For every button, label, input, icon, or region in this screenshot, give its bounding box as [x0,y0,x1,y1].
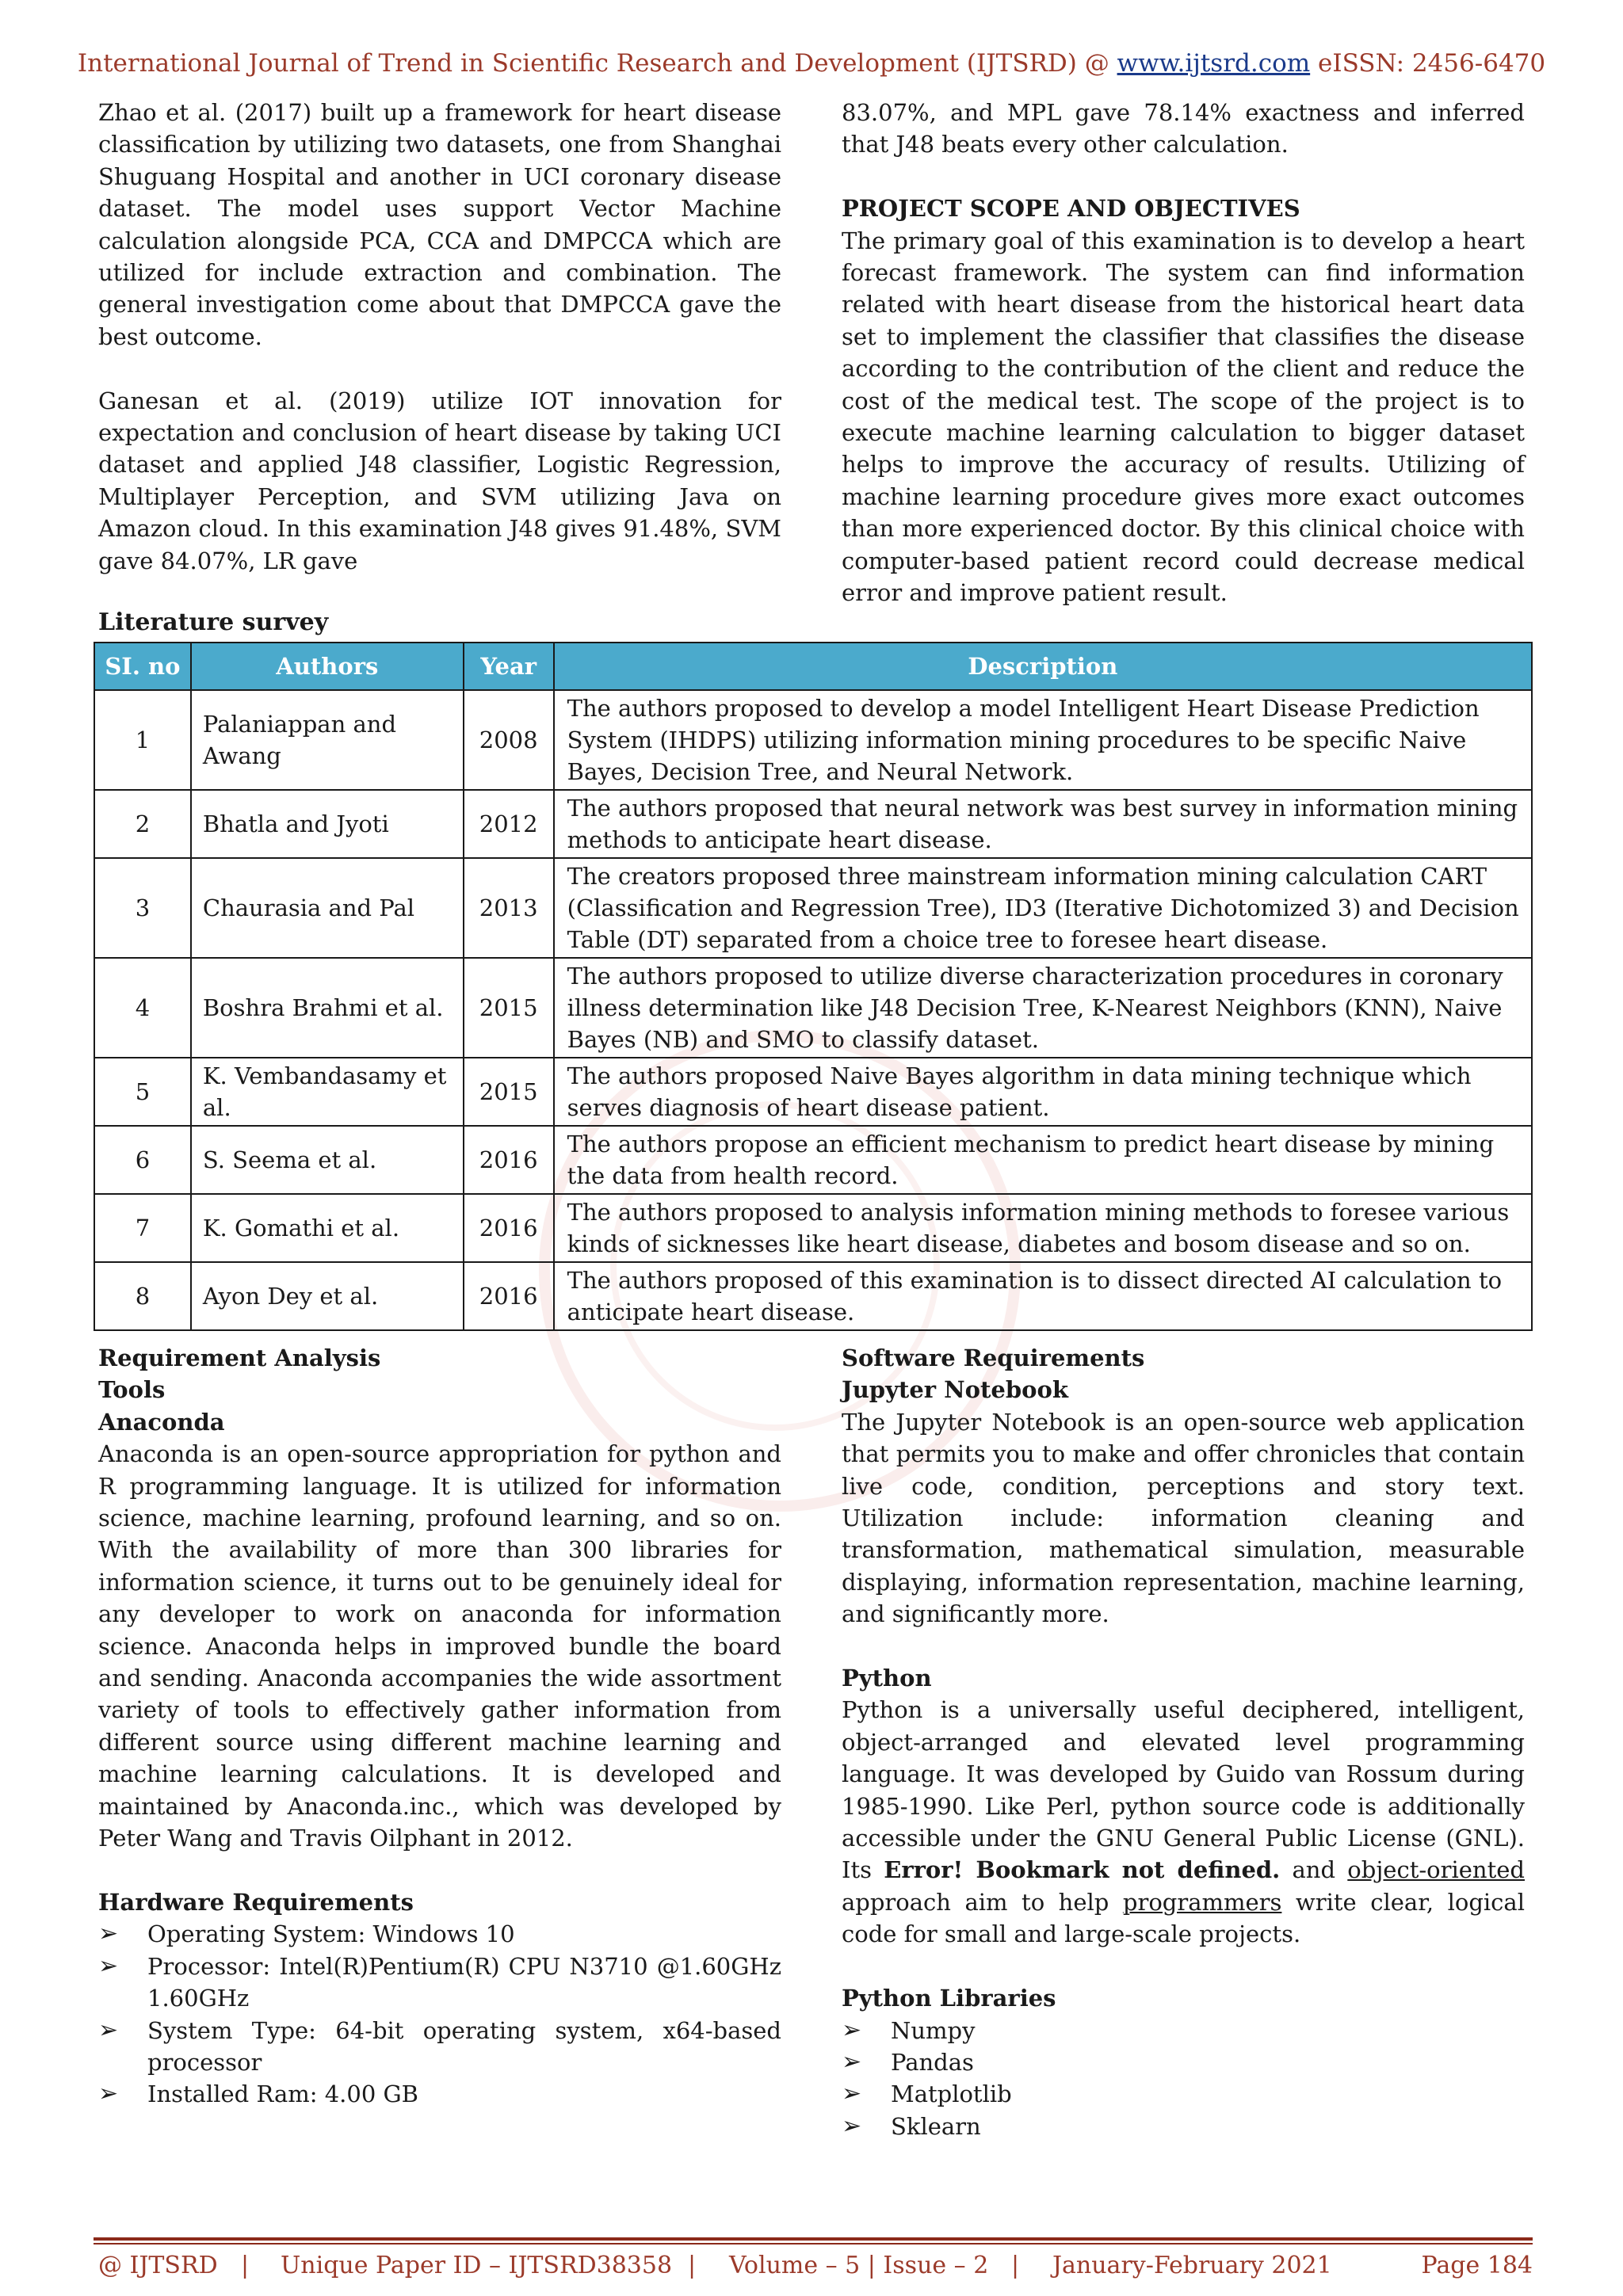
cell-si-no: 2 [94,790,191,858]
cell-si-no: 4 [94,958,191,1058]
table-row [94,1262,1532,1330]
cell-year: 2016 [464,1262,554,1330]
header-suffix: eISSN: 2456-6470 [1310,49,1546,78]
cell-si-no: 7 [94,1194,191,1262]
cell-authors: K. Gomathi et al. [191,1194,464,1262]
left-column-top [98,97,781,577]
table-row [94,958,1532,1058]
cell-year: 2008 [464,690,554,790]
anaconda-heading: Anaconda [98,1408,225,1436]
software-requirements-heading: Software Requirements [842,1344,1145,1371]
right-column-top [842,97,1525,608]
footer-copyright: @ IJTSRD [98,2252,218,2279]
zhao-paragraph: Zhao et al. (2017) built up a framework for heart disease classification by utilizing two datasets, one from Shanghai Shuguang Hospital and another in UCI coronary disease dataset. The model uses support Vector Machine calculation alongside PCA, CCA and DMPCCA which are utilized for include extraction and combination. The general investigation come about that DMPCCA gave the best outcome. [98,99,781,350]
cell-description: The authors proposed that neural network was best survey in information mining methods to anticipate heart disease. [554,790,1532,858]
cell-si-no: 8 [94,1262,191,1330]
python-heading: Python [842,1665,932,1692]
cell-si-no: 3 [94,858,191,958]
header-prefix: International Journal of Trend in Scientific Research and Development (IJTSRD) @ [77,49,1117,78]
anaconda-paragraph: Anaconda is an open-source appropriation for python and R programming language. It is utilized for information science, machine learning, profound learning, and so on. With the availability of more than 300 libraries for information science, it turns out to be genuinely ideal for any developer to work on anaconda for information science. Anaconda helps in improved bundle the board and sending. Anaconda accompanies the wide assortment variety of tools to effectively gather information from different source using different machine learning and machine learning calculations. It is developed and maintained by Anaconda.inc., which was developed by Peter Wang and Travis Oilphant in 2012. [98,1440,781,1852]
right-column-bottom [842,1342,1525,2142]
list-item: ➢ Sklearn [842,2111,1525,2142]
hardware-list [98,1918,781,2110]
cell-year: 2015 [464,1058,554,1126]
left-column-bottom [98,1342,781,2111]
footer-page-number: Page 184 [1421,2252,1533,2279]
tools-heading: Tools [98,1376,166,1404]
python-paragraph [842,1694,1525,1950]
list-item: ➢ Processor: Intel(R)Pentium(R) CPU N3710 @1.60GHz 1.60GHz [98,1951,781,2015]
survey-title: Literature survey [98,608,329,636]
python-text-1: Python is a universally useful deciphered, intelligent, object-arranged and elevated level programming language. It was developed by Guido van Rossum during 1985-1990. Like Perl, python source code is additionally accessible under the GNU General Public License (GNL). Its [842,1696,1525,1884]
table-header-row [94,643,1532,690]
python-text-2: and [1280,1856,1348,1884]
project-scope-paragraph: The primary goal of this examination is to develop a heart forecast framework. The system can find information related with heart disease from the historical heart data set to implement the classifier that classifies the disease according to the contribution of the client and reduce the cost of the medical test. The scope of the project is to execute machine learning calculation to bigger dataset helps to improve the accuracy of results. Utilizing of machine learning procedure gives more exact outcomes than more experienced doctor. By this clinical choice with computer-based patient record could decrease medical error and improve patient result. [842,227,1525,607]
cell-si-no: 6 [94,1126,191,1194]
cell-description: The authors proposed to utilize diverse characterization procedures in coronary illness determination like J48 Decision Tree, K-Nearest Neighbors (KNN), Naive Bayes (NB) and SMO to classify dataset. [554,958,1532,1058]
footer-rule-thin [94,2243,1533,2245]
list-item: ➢ Operating System: Windows 10 [98,1918,781,1950]
requirement-analysis-heading: Requirement Analysis [98,1344,381,1371]
list-item: ➢ Installed Ram: 4.00 GB [98,2078,781,2110]
header-authors: Authors [191,643,464,690]
table-row [94,1126,1532,1194]
cell-description: The authors propose an efficient mechanism to predict heart disease by mining the data from health record. [554,1126,1532,1194]
list-item: ➢ System Type: 64-bit operating system, x64-based processor [98,2015,781,2079]
python-text-3: approach aim to help [842,1888,1123,1916]
continuation-paragraph: 83.07%, and MPL gave 78.14% exactness and inferred that J48 beats every other calculation. [842,99,1525,158]
python-libraries-heading: Python Libraries [842,1985,1056,2012]
table-row [94,858,1532,958]
python-libraries-list [842,2015,1525,2143]
hardware-requirements-heading: Hardware Requirements [98,1888,414,1916]
footer-rule [94,2237,1533,2241]
list-item: ➢ Numpy [842,2015,1525,2046]
ganesan-paragraph: Ganesan et al. (2019) utilize IOT innovation for expectation and conclusion of heart disease by taking UCI dataset and applied J48 classifier, Logistic Regression, Multiplayer Perception, and SVM utilizing Java on Amazon cloud. In this examination J48 gives 91.48%, SVM gave 84.07%, LR gave [98,387,781,574]
journal-header [0,49,1623,78]
cell-description: The authors proposed of this examination is to dissect directed AI calculation to anticipate heart disease. [554,1262,1532,1330]
list-item: ➢ Pandas [842,2046,1525,2078]
table-row [94,1058,1532,1126]
cell-year: 2012 [464,790,554,858]
header-description: Description [554,643,1532,690]
cell-si-no: 5 [94,1058,191,1126]
header-year: Year [464,643,554,690]
cell-authors: Chaurasia and Pal [191,858,464,958]
cell-description: The creators proposed three mainstream information mining calculation CART (Classification and Regression Tree), ID3 (Iterative Dichotomized 3) and Decision Table (DT) separated from a choice tree to foresee heart disease. [554,858,1532,958]
footer-separator: | [241,2252,250,2279]
footer-volume-issue: Volume – 5 | Issue – 2 [729,2252,989,2279]
footer-date: January-February 2021 [1052,2252,1332,2279]
jupyter-heading: Jupyter Notebook [842,1376,1068,1404]
cell-year: 2013 [464,858,554,958]
bookmark-error: Error! Bookmark not defined. [884,1856,1281,1884]
jupyter-paragraph: The Jupyter Notebook is an open-source web application that permits you to make and offer chronicles that contain live code, condition, perceptions and story text. Utilization include: information cleaning and transformation, mathematical simulation, measurable displaying, information representation, machine learning, and significantly more. [842,1408,1525,1628]
programmers-link[interactable]: programmers [1122,1888,1282,1916]
cell-description: The authors proposed to analysis information mining methods to foresee various kinds of sicknesses like heart disease, diabetes and bosom disease and so on. [554,1194,1532,1262]
table-row [94,690,1532,790]
python-text-4: write clear, logical code for small and large-scale projects. [842,1888,1525,1948]
object-oriented-link[interactable]: object-oriented [1347,1856,1525,1884]
cell-authors: Palaniappan and Awang [191,690,464,790]
list-item: ➢ Matplotlib [842,2078,1525,2110]
footer-separator: | [1011,2252,1020,2279]
header-si-no: SI. no [94,643,191,690]
cell-description: The authors proposed Naive Bayes algorithm in data mining technique which serves diagnosis of heart disease patient. [554,1058,1532,1126]
cell-authors: S. Seema et al. [191,1126,464,1194]
cell-authors: Ayon Dey et al. [191,1262,464,1330]
cell-year: 2016 [464,1126,554,1194]
table-row [94,1194,1532,1262]
literature-survey-table [94,642,1533,1331]
cell-authors: K. Vembandasamy et al. [191,1058,464,1126]
journal-link[interactable]: www.ijtsrd.com [1117,49,1311,78]
footer-separator: | [688,2252,697,2279]
cell-year: 2015 [464,958,554,1058]
cell-authors: Boshra Brahmi et al. [191,958,464,1058]
cell-si-no: 1 [94,690,191,790]
table-row [94,790,1532,858]
cell-authors: Bhatla and Jyoti [191,790,464,858]
cell-year: 2016 [464,1194,554,1262]
footer-paper-id: Unique Paper ID – IJTSRD38358 [281,2252,673,2279]
cell-description: The authors proposed to develop a model Intelligent Heart Disease Prediction System (IHDPS) utilizing information mining procedures to be specific Naive Bayes, Decision Tree, and Neural Network. [554,690,1532,790]
project-scope-heading: PROJECT SCOPE AND OBJECTIVES [842,195,1300,223]
